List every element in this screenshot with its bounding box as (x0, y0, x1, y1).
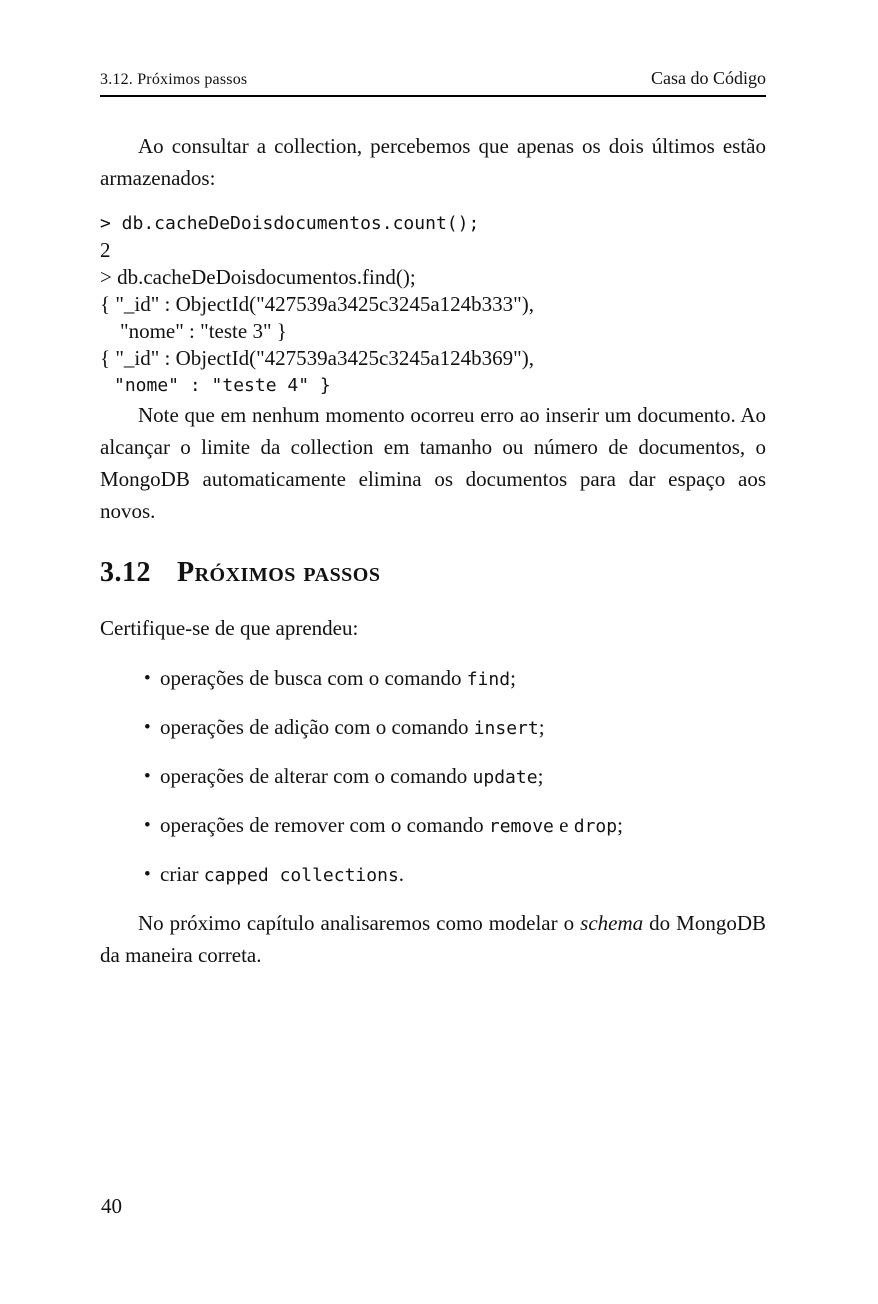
code-line: { "_id" : ObjectId("427539a3425c3245a124b369"), (100, 346, 534, 370)
running-header (100, 68, 766, 97)
section-number: 3.12 (100, 557, 151, 588)
list-item-text: ; (538, 715, 545, 740)
schema-italic-term: schema (580, 911, 644, 936)
list-item-text: e (553, 813, 574, 838)
paragraph-text: do MongoDB da maneira correta. (100, 911, 766, 968)
inline-code: remove (488, 816, 554, 838)
list-item-text: operações de remover com o comando (160, 813, 489, 838)
list-item (144, 662, 766, 696)
header-section-label: 3.12. Próximos passos (100, 71, 248, 88)
list-item-text: operações de alterar com o comando (160, 764, 473, 789)
section-heading (100, 557, 766, 589)
paragraph-intro: Ao consultar a collection, percebemos que apenas os dois últimos estão armazenados: (100, 134, 766, 190)
list-item-text: . (398, 862, 405, 887)
inline-code: capped collections (203, 865, 399, 887)
inline-code: update (472, 767, 538, 789)
paragraph-checklist-intro: Certifique-se de que aprendeu: (100, 616, 359, 641)
inline-code: insert (473, 718, 539, 740)
list-item (144, 809, 766, 843)
code-line: 2 (100, 238, 111, 262)
learning-checklist (100, 662, 766, 892)
list-item-text: ; (510, 666, 516, 691)
code-line: { "_id" : ObjectId("427539a3425c3245a124b333"), (100, 292, 534, 316)
code-block (100, 210, 766, 399)
code-line: > db.cacheDeDoisdocumentos.find(); (100, 265, 416, 289)
page-number: 40 (101, 1194, 122, 1218)
paragraph-next-chapter (100, 907, 766, 971)
list-item-text: operações de busca com o comando (160, 666, 467, 691)
list-item (144, 711, 766, 745)
list-item-text: operações de adição com o comando (160, 715, 474, 740)
list-item (144, 760, 766, 794)
code-line: > db.cacheDeDoisdocumentos.count(); (100, 213, 480, 234)
code-line: "nome" : "teste 3" } (120, 319, 287, 343)
list-item-text: criar (160, 862, 204, 887)
code-line: "nome" : "teste 4" } (114, 375, 331, 396)
inline-code: drop (573, 816, 618, 838)
section-title: Próximos passos (177, 557, 381, 588)
list-item (144, 858, 766, 892)
page-body (100, 130, 766, 971)
header-publisher-label: Casa do Código (651, 68, 766, 88)
list-item-text: ; (617, 813, 623, 838)
paragraph-note: Note que em nenhum momento ocorreu erro ao inserir um documento. Ao alcançar o limite da collection em tamanho ou número de documentos, o MongoDB automaticamente elimina os documentos para dar espaço aos novos. (100, 403, 766, 523)
inline-code: find (466, 669, 511, 691)
list-item-text: ; (537, 764, 544, 789)
paragraph-text: No próximo capítulo analisaremos como modelar o (138, 911, 581, 936)
